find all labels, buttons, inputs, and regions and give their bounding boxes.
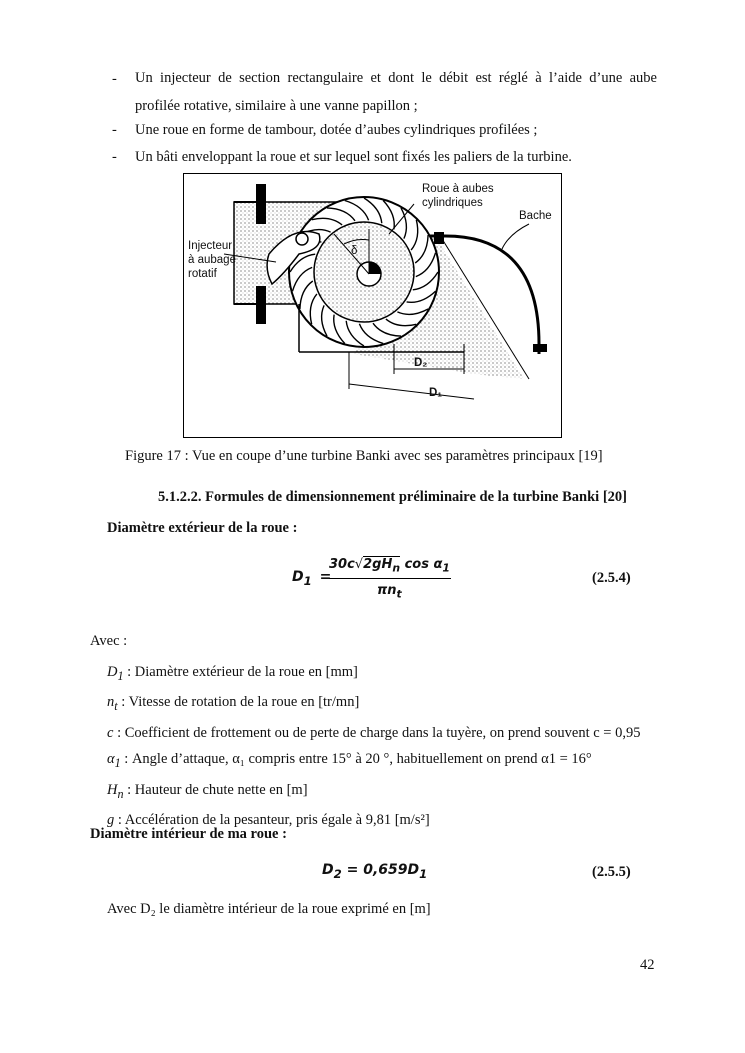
- eq1-number: (2.5.4): [592, 570, 631, 586]
- page-number: 42: [640, 957, 655, 973]
- bullet-dash: -: [112, 122, 117, 138]
- label-injecteur-l1: Injecteur: [188, 240, 233, 252]
- eq1-den: πn: [377, 583, 397, 598]
- eq2-lhs-sub: 2: [333, 866, 342, 881]
- eq1-sqrt-body: 2gH: [363, 557, 393, 572]
- figure-caption: Figure 17 : Vue en coupe d’une turbine Banki avec ses paramètres principaux [19]: [125, 448, 603, 464]
- banki-turbine-diagram: [184, 174, 561, 437]
- label-roue-l2: cylindriques: [422, 197, 483, 209]
- bullet-1-line1: Un injecteur de section rectangulaire et dont le débit est réglé à l’aide d’une aube: [135, 70, 657, 86]
- leader-bache: [502, 224, 529, 249]
- def-c: c : Coefficient de frottement ou de perte de charge dans la tuyère, on prend souvent c = 0,95: [107, 724, 641, 741]
- label-roue-l1: Roue à aubes: [422, 183, 494, 195]
- def-nt: $n_t$ : Vitesse de rotation de la roue en [tr/mn]: [107, 694, 360, 714]
- eq1-cos: cos α: [404, 557, 443, 572]
- label-injecteur-l2: à aubage: [188, 254, 236, 266]
- def-g: g : Accélération de la pesanteur, pris égale à 9,81 [m/s²]: [107, 812, 430, 829]
- eq1-sqrt: [363, 556, 401, 575]
- eq1-cos-sub: 1: [442, 561, 450, 575]
- final-sentence: Avec D₂ le diamètre intérieur de la roue exprimé en [m]: [107, 901, 431, 917]
- eq1-lhs-sub: 1: [303, 573, 312, 588]
- label-injecteur-l3: rotatif: [188, 268, 217, 280]
- label-delta: δ: [351, 245, 358, 257]
- equation-2-5-4: [292, 557, 462, 603]
- def-d1: $D_1$ : Diamètre extérieur de la roue en [mm]: [107, 664, 358, 683]
- subheading-outer-diameter: Diamètre extérieur de la roue :: [107, 520, 298, 536]
- eq2-rhs-sub: 1: [419, 866, 428, 881]
- bullet-3: Un bâti enveloppant la roue et sur lequel sont fixés les paliers de la turbine.: [135, 149, 572, 165]
- definitions-list: [107, 659, 641, 834]
- label-d2: D₂: [414, 357, 428, 369]
- eq1-den-sub: t: [396, 587, 402, 601]
- def-alpha1: $\alpha_1$ : Angle d’attaque, α₁ compris entre 15° à 20 °, habituellement on prend α1 = 16°: [107, 751, 592, 771]
- eq1-lhs: D: [292, 569, 304, 585]
- eq1-sqrt-sub: n: [392, 561, 401, 575]
- upper-flange: [256, 184, 266, 224]
- bullet-dash: -: [112, 71, 117, 87]
- eq1-numerator: $30c√2gH_n$ $\cos \alpha_1$: [329, 557, 450, 575]
- figure-frame: [183, 173, 562, 438]
- bullet-2: Une roue en forme de tambour, dotée d’aubes cylindriques profilées ;: [135, 122, 538, 138]
- eq2-rhs: = 0,659D: [346, 862, 420, 878]
- eq1-equals: =: [319, 569, 332, 585]
- bullet-1-line2: profilée rotative, similaire à une vanne papillon ;: [135, 98, 418, 114]
- subheading-inner-diameter: Diamètre intérieur de ma roue :: [90, 826, 287, 842]
- avec-label: Avec :: [90, 633, 128, 649]
- eq1-coef: 30c: [329, 557, 355, 572]
- equation-2-5-5: [322, 862, 427, 881]
- label-bache: Bache: [519, 210, 552, 222]
- eq1-fraction-bar: [329, 578, 451, 579]
- label-d1: D₁: [429, 387, 443, 399]
- eq2-lhs: D: [322, 862, 334, 878]
- def-hn: $H_n$ : Hauteur de chute nette en [m]: [107, 781, 308, 801]
- eq2-number: (2.5.5): [592, 864, 631, 880]
- eq1-denominator: [377, 583, 402, 601]
- bullet-dash: -: [112, 149, 117, 165]
- section-heading: 5.1.2.2. Formules de dimensionnement préliminaire de la turbine Banki [20]: [158, 489, 627, 505]
